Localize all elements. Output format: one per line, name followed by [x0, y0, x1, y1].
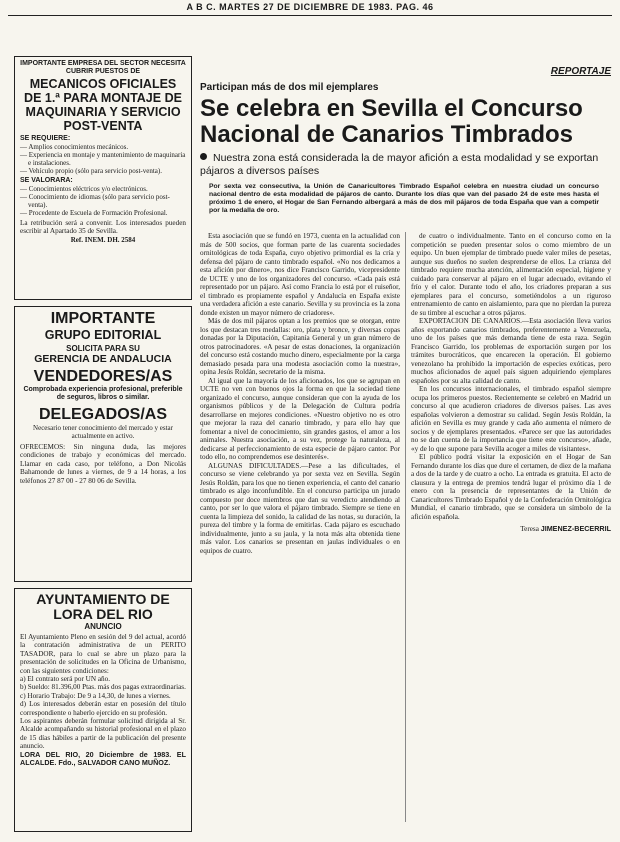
ad-editorial-pos2-desc: Necesario tener conocimiento del mercado y estar actualmente en activo. — [33, 424, 173, 440]
section-label: REPORTAJE — [550, 66, 611, 77]
article — [197, 56, 615, 832]
ad-ayuntamiento-date: LORA DEL RIO, 20 Diciembre de 1983. EL ALCALDE. Fdo., SALVADOR CANO MUÑOZ. — [20, 749, 186, 768]
ad-editorial-title2: GRUPO EDITORIAL — [44, 328, 162, 342]
paragraph: de cuatro o individualmente. Tanto en el concurso como en la competición se pueden presentar solos o como miembro de un equipo. Un buen ejemplar de timbrado puede valer miles de pesetas, aunque sus dueños no suelen desprenderse de ellos. La crianza del timbrado requiere mucha atención, alimentación especial, higiene y cuidado para conservar al pájaro en el lugar adecuado, evitando el frío y el calor. Durante todo el año, los criadores preparan a sus ejemplares para el concurso, sometiéndolos a un riguroso entrenamiento de canto en aislamiento, para que no pierdan la pureza de su timbre al escuchar a otros pájaros. — [411, 232, 611, 317]
ads-column — [14, 56, 192, 832]
requirements-list — [20, 143, 186, 175]
article-lead: Por sexta vez consecutiva, la Unión de Canaricultores Timbrado Español celebra en nuestra ciudad un concurso nacional dentro de esta modalidad de pájaros de canto. Durante los días que van del pasado 24 de este mes hasta el próximo 1 de enero, el Hogar de San Fernando albergará a más de dos mil pájaros de toda España que van a competir por la medalla de oro. — [209, 183, 599, 214]
list-item: — Vehículo propio (sólo para servicio post-venta). — [20, 167, 186, 175]
list-item: c) Horario Trabajo: De 9 a 14,30, de lunes a viernes. — [20, 691, 171, 700]
ad-editorial-pos1-desc: Comprobada experiencia profesional, preferible de seguros, libros o similar. — [23, 386, 183, 401]
article-dek-text: Nuestra zona está considerada la de mayor afición a esta modalidad y se exportan pájaros a diversos países — [200, 152, 599, 177]
requirements-label: SE REQUIERE: — [20, 135, 71, 142]
article-kicker: Participan más de dos mil ejemplares — [200, 82, 379, 93]
list-item: — Amplios conocimientos mecánicos. — [20, 143, 186, 151]
paragraph: Esta asociación que se fundó en 1973, cuenta en la actualidad con más de 500 socios, que forman parte de las cuarenta sociedades ornitológicas de toda España, cuyo objetivo primordial es la cría y defensa del pájaro de canto timbrado español. «No nos dedicamos a esta afición por dinero», nos dice Francisco Garrido, vicepresidente de UCTE y uno de los organizadores del concurso. «Cada país está representado por un pájaro. Así como Francia lo está por el ruiseñor, el timbrado es propiamente español y Andalucía en España existe una verdadera afición a este canario. Sevilla y su provincia es la zona donde existen un mayor número de criadores». — [200, 232, 400, 317]
ad-editorial-offer: OFRECEMOS: Sin ninguna duda, las mejores condiciones de trabajo y económicas del mercado. Llamar en cada caso, por teléfono, a Don Nicolás Bahamonde de lunes a viernes, de 9 a 14 horas, a los teléfonos 27 87 00 - 27 80 06 de Sevilla. — [20, 443, 186, 485]
ad-ayuntamiento-text: El Ayuntamiento Pleno en sesión del 9 del actual, acordó la contratación administrativa de un PERITO TASADOR, para lo cual se abre un plazo para la presentación de solicitudes en la Oficina de Urbanismo, con las siguientes condiciones: — [20, 633, 186, 675]
paragraph: ALGUNAS DIFICULTADES.—Pese a las dificultades, el concurso se viene celebrando ya por sexta vez en Sevilla. Según Jesús Roldán, para los que no tienen experiencia, el canto del canario timbrado es algo inconfundible. En el concurso participa un jurado compuesto por doce miembros que dan su veredicto atendiendo al canto, por ser lo que valora el pájaro timbrado. Siempre se tiene en cuenta la limpieza del sonido, la calidad de las notas, su duración, la pureza del timbre y la forma de emitirlas. Cada pájaro es escuchado individualmente, junto a su jaula, y la nota más alta obtenida tiene más valor. Los canarios se presentan en jaulas individuales o en equipos de cuatro. — [200, 461, 400, 555]
list-item: — Procedente de Escuela de Formación Profesional. — [20, 209, 186, 217]
ad-editorial-line2: GERENCIA DE ANDALUCIA — [34, 353, 172, 365]
ad-ayuntamiento — [14, 588, 192, 832]
paragraph: Al igual que la mayoría de los aficionados, los que se agrupan en UCTE no ven con buenos ojos la forma en que la sociedad tiene organizado el concurso, aunque consideran que con la ayuda de los organismos públicos y de la Delegación de Cultura podría desarrollarse en mejores condiciones. «Nuestro objetivo no es otro que mejorar la raza del canario timbrado, y para ello hay que fomentar a nivel de conocimiento, sin grandes gastos, el amor a los animales. Nuestra asociación, a su vez, protege la naturaleza, al dedicarse al perfeccionamiento de esta especie de pájaro cantor. Por todo ello, no comprendemos ese desinterés». — [200, 376, 400, 461]
paragraph: Más de dos mil pájaros optan a los premios que se otorgan, entre los que destacan tres medallas: oro, plata y bronce, y diversas copas donadas por la Diputación, Capitanía General y un gran número de otros patrocinadores. «A pesar de estas donaciones, la organización del concurso está costando mucho dinero, especialmente por la carga demasiado pesada para una modesta asociación como la nuestra», opina Jesús Roldán, secretario de la misma. — [200, 317, 400, 376]
header-rule — [8, 15, 612, 16]
bullet-icon — [200, 153, 207, 160]
ad-editorial-pos2: DELEGADOS/AS — [38, 406, 167, 423]
article-column-2 — [411, 232, 611, 534]
list-item: b) Sueldo: 81.396,00 Ptas. más dos pagas extraordinarias. — [20, 683, 186, 692]
ad-editorial-title1: IMPORTANTE — [50, 310, 156, 327]
column-divider — [405, 232, 406, 822]
values-list — [20, 185, 186, 217]
ad-mechanics-title: MECANICOS OFICIALES DE 1.ª PARA MONTAJE DE MAQUINARIA Y SERVICIO POST-VENTA — [24, 77, 182, 133]
ad-editorial-pos1: VENDEDORES/AS — [33, 368, 173, 385]
ad-mechanics-intro: IMPORTANTE EMPRESA DEL SECTOR NECESITA CUBRIR PUESTOS DE — [20, 60, 186, 75]
list-item: a) El contrato será por UN año. — [20, 675, 111, 684]
article-headline: Se celebra en Sevilla el Concurso Nacional de Canarios Timbrados — [200, 95, 583, 148]
paragraph: En los concursos internacionales, el timbrado español siempre ocupa los primeros puestos. Recientemente se celebró en Madrid un concurso al que acudieron criadores de diversos países. Las aves españolas volvieron a demostrar su calidad. Según Jesús Roldán, la afición en Sevilla es muy grande y cada año aumenta el número de socios y de ejemplares presentados. «Parece ser que las autoridades no se dan cuenta de la importancia que tiene este concurso», añade, «y de lo que supone para Sevilla acoger a miles de visitantes». — [411, 385, 611, 453]
paragraph: El público podrá visitar la exposición en el Hogar de San Fernando durante los días que dure el certamen, de diez de la mañana a dos de la tarde y de cuatro a ocho. La entrada es gratuita. El acto de clausura y la entrega de premios tendrá lugar el próximo día 1 de enero con la presencia de representantes de la Unión de Canaricultores Timbrado Español y de la Confederación Ornitológica Mundial, el canario timbrado, que se considera un símbolo de la afición española. — [411, 453, 611, 521]
ad-mechanics-ref: Ref. INEM. DH. 2584 — [70, 235, 136, 244]
paragraph: EXPORTACION DE CANARIOS.—Esta asociación lleva varios años exportando canarios timbrados, preferentemente a Venezuela, uno de los países que más demanda tiene de esta raza. Según Francisco Garrido, los problemas de exportación surgen por los trámites burocráticos, que encarecen la operación. El gobierno venezolano ha prohibido la importación de especies exóticas, pero muchos aficionados de aquel país siguen adquiriendo ejemplares españoles por su alta calidad de canto. — [411, 317, 611, 385]
values-label: SE VALORARA: — [20, 177, 73, 184]
list-item: — Conocimiento de idiomas (sólo para servicio post-venta). — [20, 193, 186, 209]
ad-ayuntamiento-closing: Los aspirantes deberán formular solicitud dirigida al Sr. Alcalde acompañando su historial profesional en el plazo de 15 días hábiles a partir de la publicación del presente anuncio. — [20, 717, 186, 751]
article-dek — [200, 152, 610, 178]
article-byline — [411, 525, 611, 534]
list-item: — Experiencia en montaje y mantenimiento de maquinaria e instalaciones. — [20, 151, 186, 167]
ad-ayuntamiento-subtitle: ANUNCIO — [84, 622, 122, 631]
ad-ayuntamiento-title: AYUNTAMIENTO DE LORA DEL RIO — [36, 591, 170, 622]
list-item: — Conocimientos eléctricos y/o electrónicos. — [20, 185, 186, 193]
ad-mechanics-footer: La retribución será a convenir. Los interesados pueden escribir al Apartado 35 de Sevilla. — [20, 219, 186, 236]
article-column-1 — [200, 232, 400, 555]
byline-name: JIMENEZ-BECERRIL — [540, 524, 611, 533]
ad-editorial — [14, 306, 192, 582]
ad-mechanics — [14, 56, 192, 300]
page-header: A B C. MARTES 27 DE DICIEMBRE DE 1983. PAG. 46 — [186, 2, 434, 12]
list-item: d) Los interesados deberán estar en posesión del título correspondiente o haberlo ejercido en su profesión. — [20, 700, 186, 717]
byline-prefix: Teresa — [520, 525, 539, 533]
ad-editorial-line1: SOLICITA PARA SU — [66, 344, 140, 353]
